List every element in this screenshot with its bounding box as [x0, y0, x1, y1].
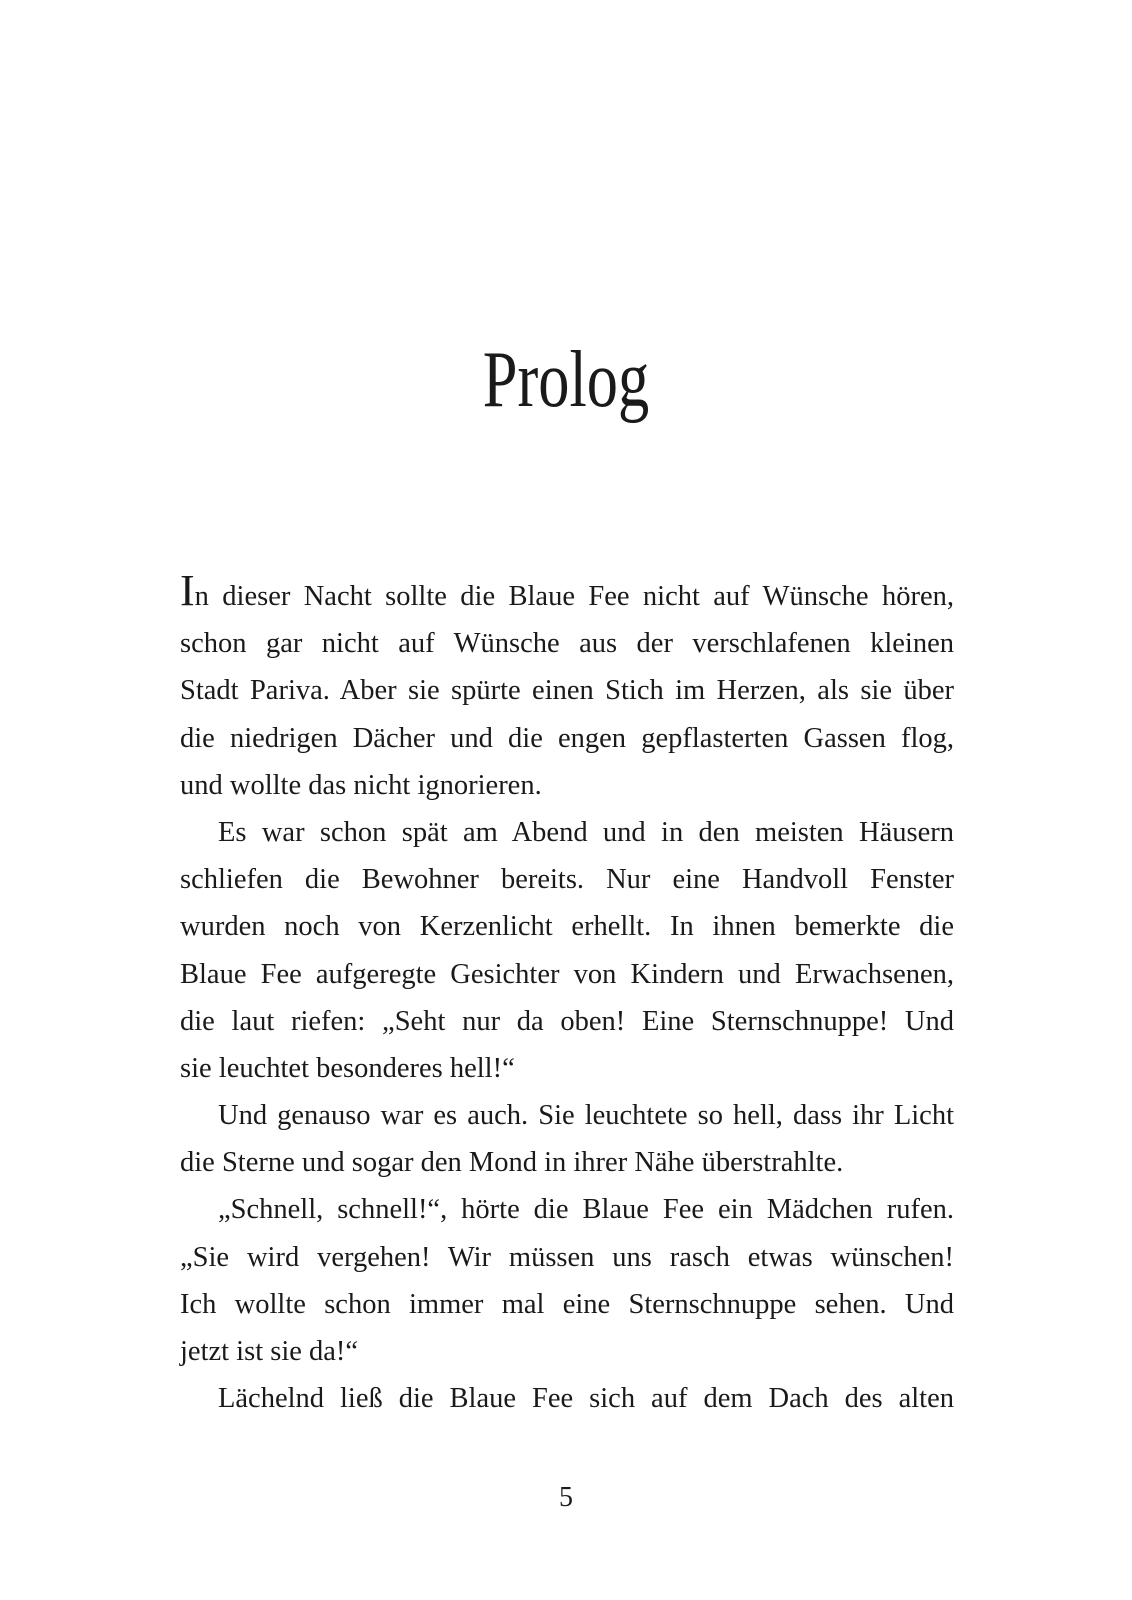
text-line: sie leuchtet besonderes hell!“	[180, 1052, 515, 1084]
text-line: Es war schon spät am Abend und in den meisten Häusern	[218, 816, 954, 848]
chapter-title: Prolog	[482, 336, 650, 424]
text-line: die laut riefen: „Seht nur da oben! Eine Sternschnuppe! Und	[180, 1005, 954, 1037]
paragraph-5	[180, 1375, 954, 1422]
text-line: Ich wollte schon immer mal eine Sternschnuppe sehen. Und	[180, 1288, 954, 1320]
text-line: Und genauso war es auch. Sie leuchtete so hell, dass ihr Licht	[218, 1100, 954, 1132]
text-line: und wollte das nicht ignorieren.	[180, 769, 542, 801]
text-line: schon gar nicht auf Wünsche aus der verschlafenen kleinen	[180, 628, 954, 660]
paragraph-2	[180, 809, 954, 1092]
page-number: 5	[559, 1482, 573, 1513]
text-line: die niedrigen Dächer und die engen gepflasterten Gassen flog,	[180, 722, 954, 754]
text-line: schliefen die Bewohner bereits. Nur eine Handvoll Fenster	[180, 864, 954, 896]
text-line: „Schnell, schnell!“, hörte die Blaue Fee ein Mädchen rufen.	[218, 1194, 954, 1226]
text-line-content: n dieser Nacht sollte die Blaue Fee nicht auf Wünsche hören,	[194, 581, 954, 612]
text-line: Blaue Fee aufgeregte Gesichter von Kindern und Erwachsenen,	[180, 958, 954, 990]
text-line: wurden noch von Kerzenlicht erhellt. In ihnen bemerkte die	[180, 911, 954, 943]
paragraph-3	[180, 1092, 954, 1186]
text-line: Stadt Pariva. Aber sie spürte einen Stich im Herzen, als sie über	[180, 675, 954, 707]
paragraph-1	[180, 566, 954, 809]
body-text	[180, 566, 954, 1422]
text-line: Lächelnd ließ die Blaue Fee sich auf dem Dach des alten	[218, 1383, 954, 1415]
text-line: jetzt ist sie da!“	[180, 1336, 359, 1367]
text-line: „Sie wird vergehen! Wir müssen uns rasch etwas wünschen!	[180, 1241, 954, 1273]
paragraph-4	[180, 1186, 954, 1375]
text-line: die Sterne und sogar den Mond in ihrer Nähe überstrahlte.	[180, 1147, 844, 1179]
text-line	[180, 566, 954, 620]
drop-cap: I	[180, 566, 195, 615]
